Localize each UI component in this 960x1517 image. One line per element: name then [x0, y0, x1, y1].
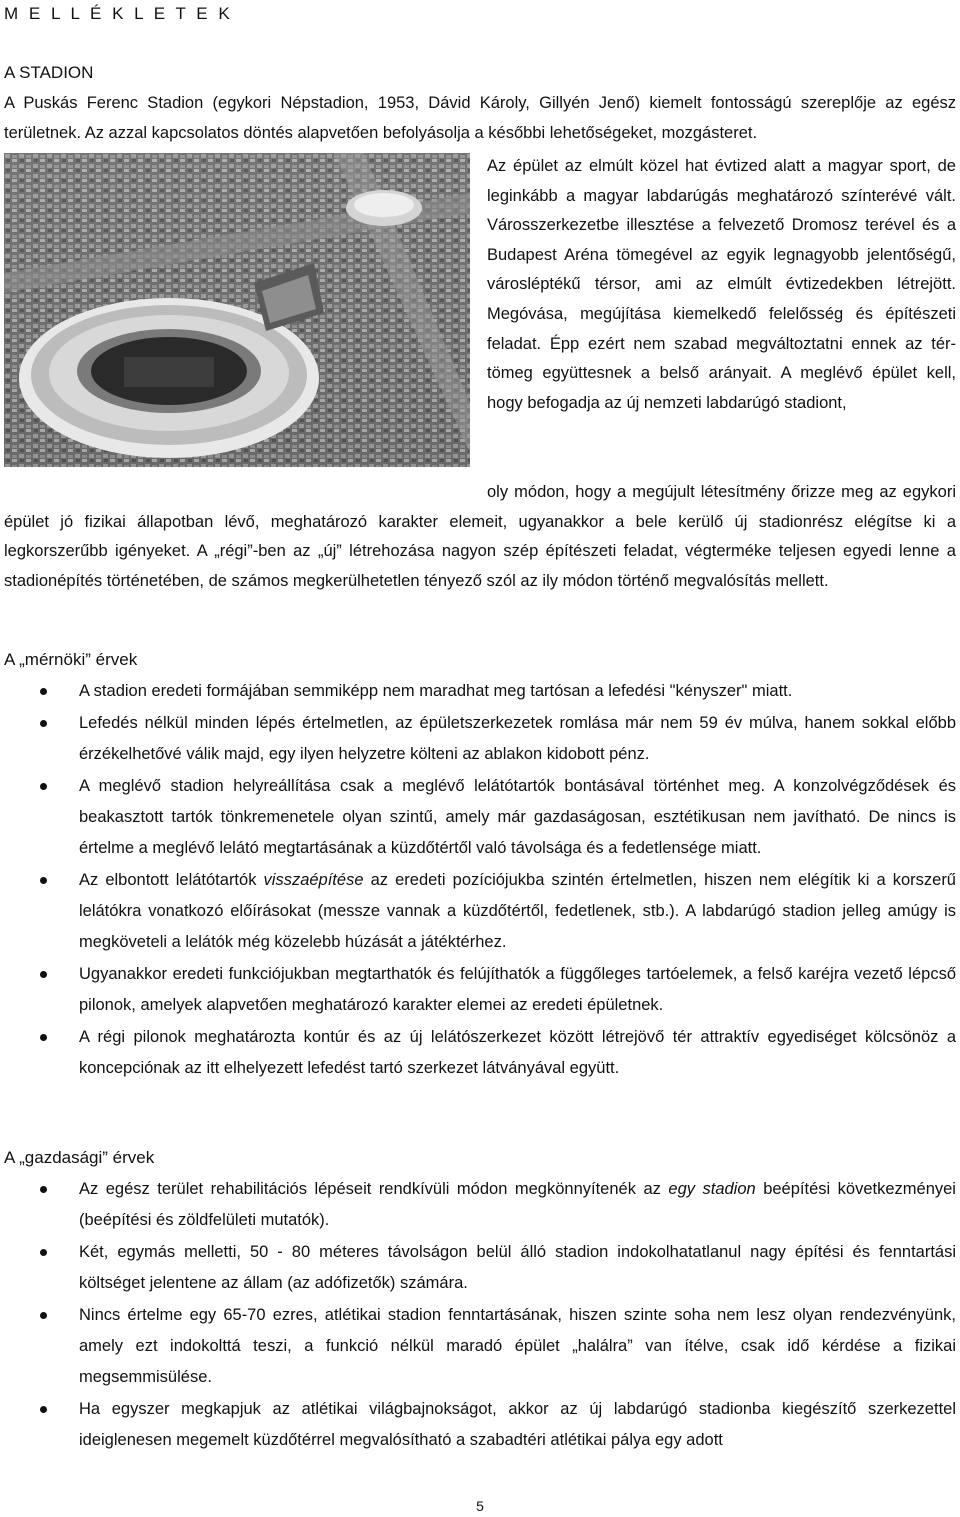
- list-item: [0, 1300, 956, 1393]
- list-item-text: A meglévő stadion helyreállítása csak a meglévő lelátótartók bontásával történhet meg. A konzolvégződések és beakasztott tartók tönkremenetele olyan szintű, amely már gazdaságosan, esztétikusan nem javítható. De nincs is értelme a meglévő lelátó megtartásának a küzdőtértől való távolsága és a fedetlensége miatt.: [79, 777, 956, 857]
- stadium-description: Az épület az elmúlt közel hat évtized alatt a magyar sport, de leginkább a magyar labdarúgás meghatározó színterévé vált. Városszerkezetbe illesztése a felvezető Dromosz terével és a Budapest Aréna tömegével az egyik legnagyobb jelentőségű, városléptékű térsor, ami az elmúlt évtizedekben létrejött. Megóvása, megújítása kiemelkedő felelősség és építészeti feladat. Épp ezért nem szabad megváltoztatni ennek az tér-tömeg együttesnek a belső arányait. A meglévő épület kell, hogy befogadja az új nemzeti labdarúgó stadiont,: [487, 157, 956, 412]
- list-item: [0, 708, 956, 770]
- stadium-description-continued: oly módon, hogy a megújult létesítmény őrizze meg az egykori épület jó fizikai állapotban lévő, meghatározó karakter elemeit, ugyanakkor a bele kerülő új stadionrész elégítse ki a legkorszerűbb igényeket. A „régi”-ben az „új” létrehozása nagyon szép építészeti feladat, végterméke teljesen egyedi lenne a stadionépítés történetében, de számos megkerülhetetlen tényező szól az ily módon történő megvalósítás mellett.: [4, 483, 956, 590]
- list-item: [0, 676, 956, 707]
- emphasis-text: egy stadion: [668, 1180, 756, 1198]
- economic-arguments-list: [0, 1174, 956, 1457]
- document-header: M E L L É K L E T E K: [4, 4, 233, 23]
- list-item-text: Az egész terület rehabilitációs lépéseit rendkívüli módon megkönnyítenék az: [79, 1180, 669, 1198]
- list-item: [0, 1022, 956, 1084]
- section-title-stadion: A STADION: [4, 63, 94, 82]
- list-item: [0, 865, 956, 958]
- list-item-text: Lefedés nélkül minden lépés értelmetlen, az épületszerkezetek romlása már nem 59 év múlva, hanem sokkal előbb érzékelhetővé válik majd, egy ilyen helyzetre költeni az ablakon kidobott pénz.: [79, 714, 956, 763]
- list-item: [0, 771, 956, 864]
- intro-paragraph: A Puskás Ferenc Stadion (egykori Népstadion, 1953, Dávid Károly, Gillyén Jenő) kiemelt fontosságú szereplője az egész területnek. Az azzal kapcsolatos döntés alapvetően befolyásolja a későbbi lehetőségeket, mozgásteret.: [4, 94, 956, 142]
- list-item: [0, 1237, 956, 1299]
- section-title-economic: A „gazdasági” érvek: [4, 1148, 155, 1167]
- list-item-text: Az elbontott lelátótartók: [79, 871, 264, 889]
- list-item-text: Ugyanakkor eredeti funkciójukban megtarthatók és felújíthatók a függőleges tartóelemek, a felső karéjra vezető lépcső pilonok, amelyek alapvetően meghatározó karakter elemei az eredeti épületnek.: [79, 965, 956, 1014]
- list-item-text: Ha egyszer megkapjuk az atlétikai világbajnokságot, akkor az új labdarúgó stadionba kiegészítő szerkezettel ideiglenesen megemelt küzdőtérrel megvalósítható a szabadtéri atlétikai pálya egy adott: [79, 1400, 956, 1449]
- list-item: [0, 1174, 956, 1236]
- list-item-text: A régi pilonok meghatározta kontúr és az új lelátószerkezet között létrejövő tér attraktív egyediséget kölcsönöz a koncepciónak az itt elhelyezett lefedést tartó szerkezet látványával együtt.: [79, 1028, 956, 1077]
- list-item: [0, 1394, 956, 1456]
- list-item-text: az eredeti pozíciójukba szintén értelmetlen, hiszen nem elégítik ki a korszerű lelátókra vonatkozó előírásokat (messze vannak a küzdőtértől, fedetlenek, stb.). A labdarúgó stadion jelleg amúgy is megköveteli a lelátók még közelebb húzását a játéktérhez.: [79, 871, 956, 951]
- list-item-text: beépítési következményei (beépítési és zöldfelületi mutatók).: [79, 1180, 956, 1229]
- list-item-text: A stadion eredeti formájában semmiképp nem maradhat meg tartósan a lefedési "kényszer" miatt.: [79, 682, 793, 700]
- section-title-engineering: A „mérnöki” érvek: [4, 650, 138, 669]
- list-item-text: Két, egymás melletti, 50 - 80 méteres távolságon belül álló stadion indokolhatatlanul nagy építési és fenntartási költséget jelentene az állam (az adófizetők) számára.: [79, 1243, 956, 1292]
- engineering-arguments-list: [0, 676, 956, 1085]
- list-item-text: Nincs értelme egy 65-70 ezres, atlétikai stadion fenntartásának, hiszen szinte soha nem lesz olyan rendezvényünk, amely ezt indokolttá teszi, a funkció nélkül maradó épület „halálra” van ítélve, csak idő kérdése a fizikai megsemmisülése.: [79, 1306, 956, 1386]
- list-item: [0, 959, 956, 1021]
- page-number: 5: [476, 1498, 484, 1514]
- emphasis-text: visszaépítése: [263, 871, 364, 889]
- stadium-aerial-photo: [4, 153, 470, 467]
